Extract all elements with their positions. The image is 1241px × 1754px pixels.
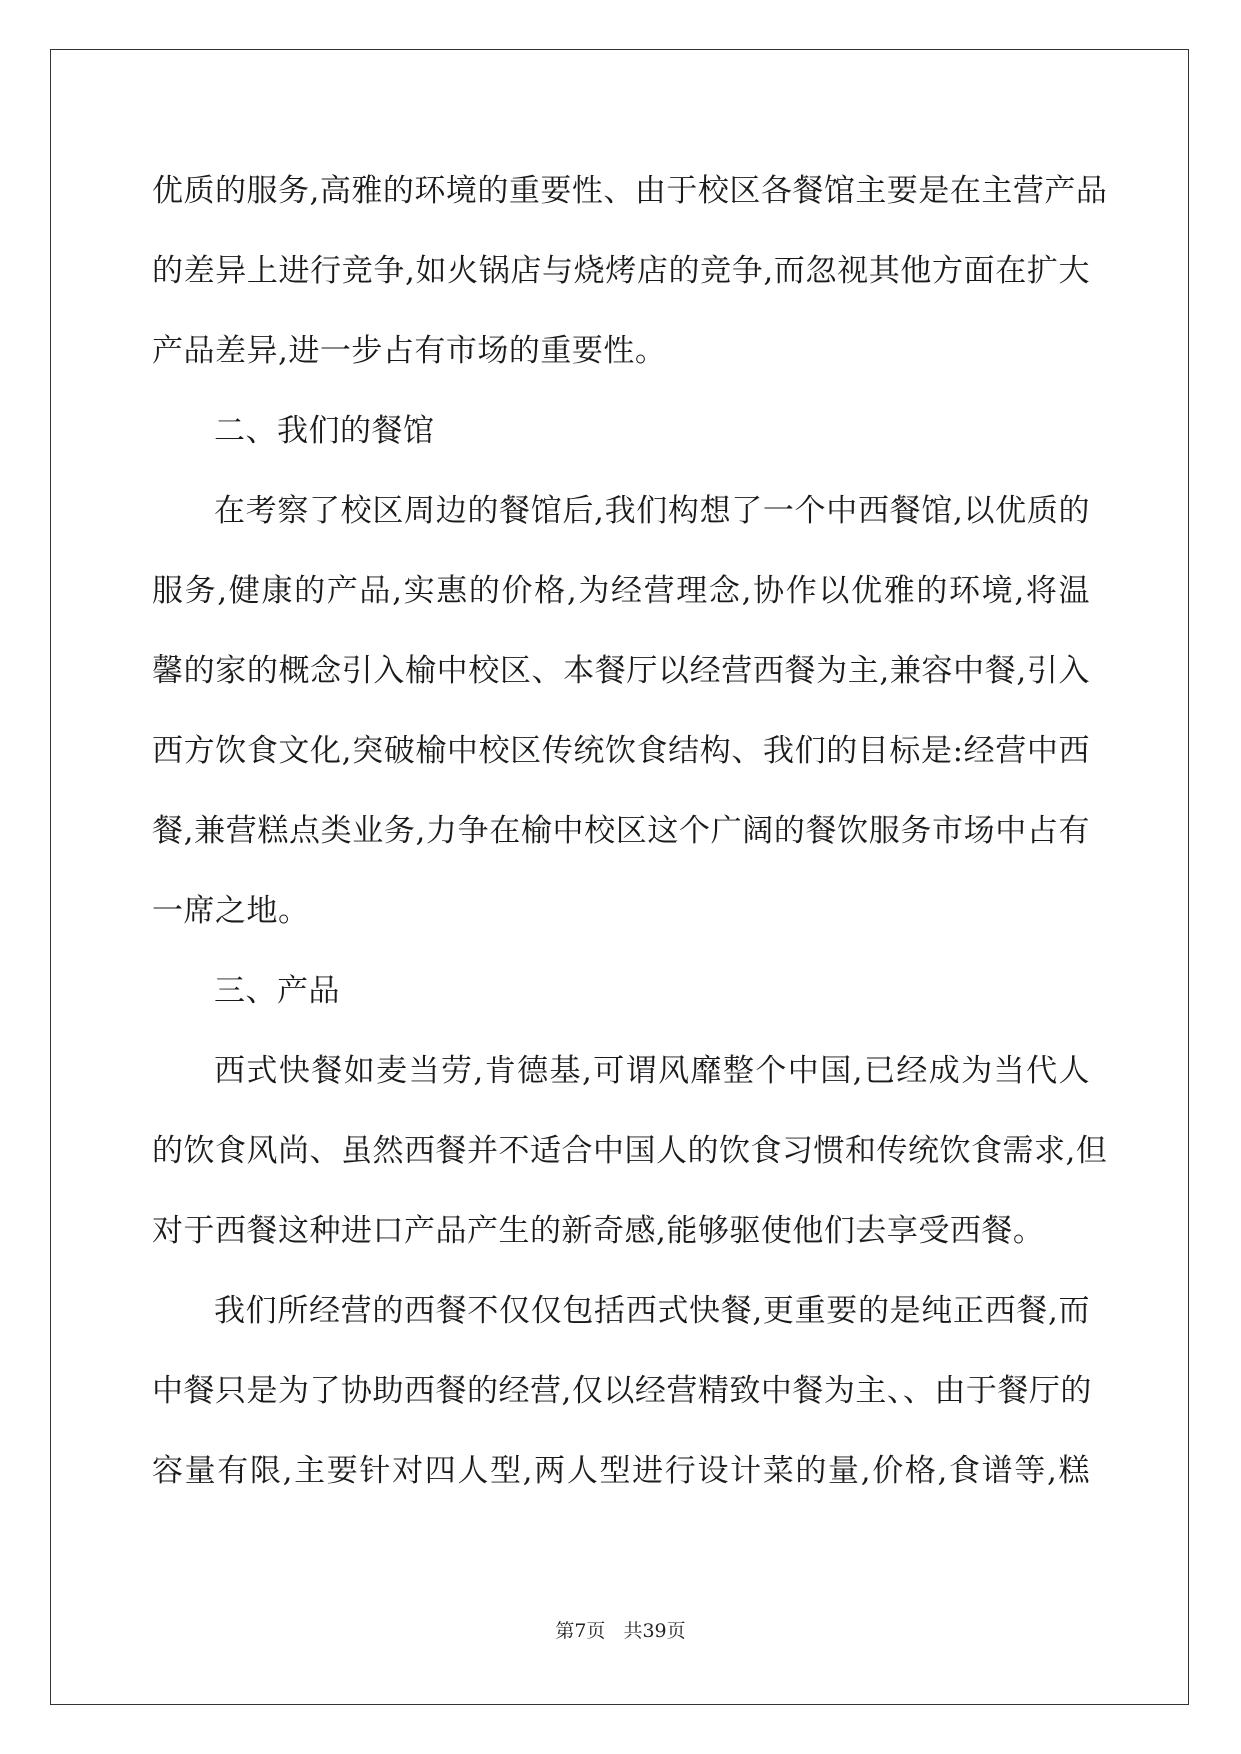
total-pages: 共39页	[623, 1620, 686, 1642]
page-number: 第7页	[555, 1620, 606, 1642]
section-heading: 二、我们的餐馆	[214, 413, 435, 449]
section-heading: 三、产品	[214, 973, 340, 1009]
page-footer	[0, 1616, 1241, 1643]
body-line: 容量有限,主要针对四人型,两人型进行设计菜的量,价格,食谱等,糕	[152, 1453, 1090, 1489]
body-line: 对于西餐这种进口产品产生的新奇感,能够驱使他们去享受西餐。	[152, 1213, 1045, 1249]
body-line: 的差异上进行竞争,如火锅店与烧烤店的竞争,而忽视其他方面在扩大	[152, 253, 1090, 289]
body-line: 我们所经营的西餐不仅仅包括西式快餐,更重要的是纯正西餐,而	[214, 1293, 1090, 1329]
body-line: 中餐只是为了协助西餐的经营,仅以经营精致中餐为主、、由于餐厅的	[152, 1373, 1092, 1409]
body-line: 在考察了校区周边的餐馆后,我们构想了一个中西餐馆,以优质的	[214, 493, 1090, 529]
body-line: 优质的服务,高雅的环境的重要性、由于校区各餐馆主要是在主营产品	[152, 173, 1108, 209]
body-line: 餐,兼营糕点类业务,力争在榆中校区这个广阔的餐饮服务市场中占有	[152, 813, 1090, 849]
body-line: 西方饮食文化,突破榆中校区传统饮食结构、我们的目标是:经营中西	[152, 733, 1090, 769]
body-line: 产品差异,进一步占有市场的重要性。	[152, 333, 667, 369]
document-body	[152, 160, 1108, 1520]
body-line: 西式快餐如麦当劳,肯德基,可谓风靡整个中国,已经成为当代人	[214, 1053, 1090, 1089]
body-line: 馨的家的概念引入榆中校区、本餐厅以经营西餐为主,兼容中餐,引入	[152, 653, 1090, 689]
body-line: 一席之地。	[152, 893, 310, 929]
body-line: 服务,健康的产品,实惠的价格,为经营理念,协作以优雅的环境,将温	[152, 573, 1090, 609]
body-line: 的饮食风尚、虽然西餐并不适合中国人的饮食习惯和传统饮食需求,但	[152, 1133, 1108, 1169]
